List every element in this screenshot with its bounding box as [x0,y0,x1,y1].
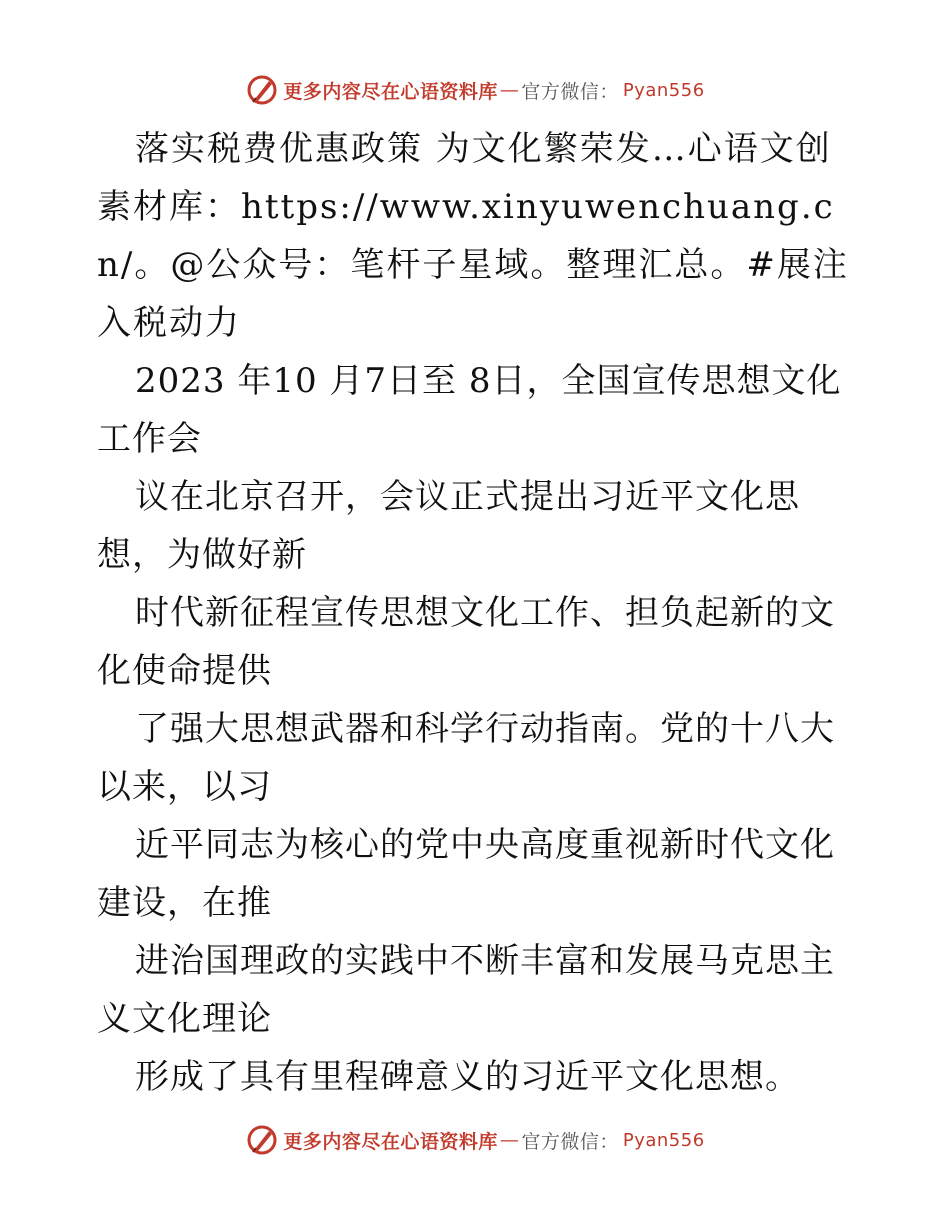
wechat-label: 官方微信 [521,1130,600,1153]
brand-separator: — [499,79,520,101]
wechat-colon: ： [599,1130,619,1153]
brand-text: 更多内容尽在心语资料库 [283,1130,498,1153]
brand-text: 更多内容尽在心语资料库 [283,80,498,103]
paragraph-6: 近平同志为核心的党中央高度重视新时代文化建设，在推 [97,825,835,923]
page-footer-brand [0,1120,950,1160]
page-header-brand [0,70,950,110]
brand-separator: — [499,1129,520,1151]
quill-circle-logo-icon [245,73,279,107]
paragraph-3: 议在北京召开，会议正式提出习近平文化思想，为做好新 [97,477,800,575]
wechat-colon: ： [599,80,619,103]
paragraph-4: 时代新征程宣传思想文化工作、担负起新的文化使命提供 [97,593,835,691]
paragraph-8: 形成了具有里程碑意义的习近平文化思想。 [135,1057,800,1097]
paragraph-5: 了强大思想武器和科学行动指南。党的十八大以来，以习 [97,709,835,807]
wechat-id: Pyan556 [622,1129,705,1151]
wechat-id: Pyan556 [622,79,705,101]
paragraph-2: 2023 年10 月7日至 8日，全国宣传思想文化工作会 [97,361,842,459]
paragraph-7: 进治国理政的实践中不断丰富和发展马克思主义文化理论 [97,941,835,1039]
paragraph-1: 落实税费优惠政策 为文化繁荣发…心语文创素材库：https://www.xinyuwenchuang.cn/。@公众号：笔杆子星域。整理汇总。#展注入税动力 [97,129,849,343]
quill-circle-logo-icon [245,1123,279,1157]
wechat-label: 官方微信 [521,80,600,103]
document-body [97,120,857,1106]
